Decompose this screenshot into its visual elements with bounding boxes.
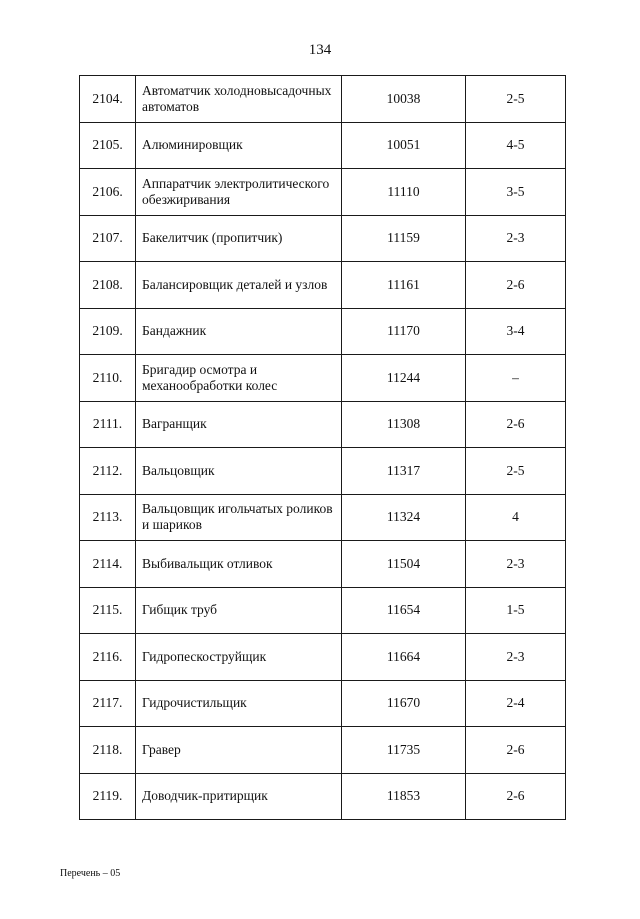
occupation-code: 11110 <box>342 169 466 216</box>
row-number: 2116. <box>80 634 136 681</box>
grade-range: 1-5 <box>466 587 566 634</box>
occupation-name: Выбивальщик отливок <box>136 541 342 588</box>
row-number: 2118. <box>80 727 136 774</box>
grade-range: 4 <box>466 494 566 541</box>
occupation-name: Бакелитчик (пропитчик) <box>136 215 342 262</box>
row-number: 2108. <box>80 262 136 309</box>
grade-range: 3-5 <box>466 169 566 216</box>
occupation-code: 11308 <box>342 401 466 448</box>
table-row <box>80 494 566 541</box>
occupation-code: 11853 <box>342 773 466 820</box>
table-row <box>80 634 566 681</box>
occupation-table-body <box>80 76 566 820</box>
grade-range: 2-6 <box>466 773 566 820</box>
grade-range: 3-4 <box>466 308 566 355</box>
row-number: 2110. <box>80 355 136 402</box>
occupation-name: Вагранщик <box>136 401 342 448</box>
occupation-name: Балансировщик деталей и узлов <box>136 262 342 309</box>
table-row <box>80 727 566 774</box>
row-number: 2106. <box>80 169 136 216</box>
occupation-code: 11324 <box>342 494 466 541</box>
table-row <box>80 773 566 820</box>
row-number: 2119. <box>80 773 136 820</box>
occupation-name: Аппаратчик электролитического обезжиривания <box>136 169 342 216</box>
table-row <box>80 401 566 448</box>
occupation-name: Гидрочистильщик <box>136 680 342 727</box>
occupation-name: Гибщик труб <box>136 587 342 634</box>
grade-range: 2-4 <box>466 680 566 727</box>
table-row <box>80 122 566 169</box>
row-number: 2112. <box>80 448 136 495</box>
row-number: 2114. <box>80 541 136 588</box>
table-row <box>80 215 566 262</box>
table-row <box>80 308 566 355</box>
row-number: 2111. <box>80 401 136 448</box>
occupation-code: 10038 <box>342 76 466 123</box>
row-number: 2105. <box>80 122 136 169</box>
grade-range: 2-5 <box>466 448 566 495</box>
table-row <box>80 680 566 727</box>
occupation-code: 11244 <box>342 355 466 402</box>
occupation-code: 11317 <box>342 448 466 495</box>
table-row <box>80 169 566 216</box>
grade-range: 2-5 <box>466 76 566 123</box>
grade-range: – <box>466 355 566 402</box>
row-number: 2117. <box>80 680 136 727</box>
occupation-code: 10051 <box>342 122 466 169</box>
row-number: 2115. <box>80 587 136 634</box>
table-row <box>80 587 566 634</box>
row-number: 2113. <box>80 494 136 541</box>
occupation-code: 11654 <box>342 587 466 634</box>
occupation-code: 11170 <box>342 308 466 355</box>
row-number: 2109. <box>80 308 136 355</box>
row-number: 2104. <box>80 76 136 123</box>
occupation-name: Гравер <box>136 727 342 774</box>
occupation-name: Вальцовщик <box>136 448 342 495</box>
table-row <box>80 541 566 588</box>
occupation-code: 11159 <box>342 215 466 262</box>
occupation-name: Гидропескоструйщик <box>136 634 342 681</box>
occupation-code: 11670 <box>342 680 466 727</box>
grade-range: 2-6 <box>466 727 566 774</box>
grade-range: 2-3 <box>466 541 566 588</box>
occupation-code: 11735 <box>342 727 466 774</box>
occupation-name: Алюминировщик <box>136 122 342 169</box>
page-number: 134 <box>308 42 332 58</box>
grade-range: 2-6 <box>466 262 566 309</box>
occupation-table <box>79 75 566 820</box>
occupation-name: Доводчик-притирщик <box>136 773 342 820</box>
occupation-code: 11504 <box>342 541 466 588</box>
occupation-code: 11161 <box>342 262 466 309</box>
occupation-name: Бригадир осмотра и механообработки колес <box>136 355 342 402</box>
occupation-name: Вальцовщик игольчатых роликов и шариков <box>136 494 342 541</box>
footer-label: Перечень – 05 <box>60 868 121 879</box>
row-number: 2107. <box>80 215 136 262</box>
table-row <box>80 448 566 495</box>
table-row <box>80 76 566 123</box>
grade-range: 2-6 <box>466 401 566 448</box>
grade-range: 4-5 <box>466 122 566 169</box>
grade-range: 2-3 <box>466 215 566 262</box>
occupation-name: Бандажник <box>136 308 342 355</box>
table-row <box>80 262 566 309</box>
table-row <box>80 355 566 402</box>
occupation-name: Автоматчик холодновысадочных автоматов <box>136 76 342 123</box>
grade-range: 2-3 <box>466 634 566 681</box>
occupation-code: 11664 <box>342 634 466 681</box>
